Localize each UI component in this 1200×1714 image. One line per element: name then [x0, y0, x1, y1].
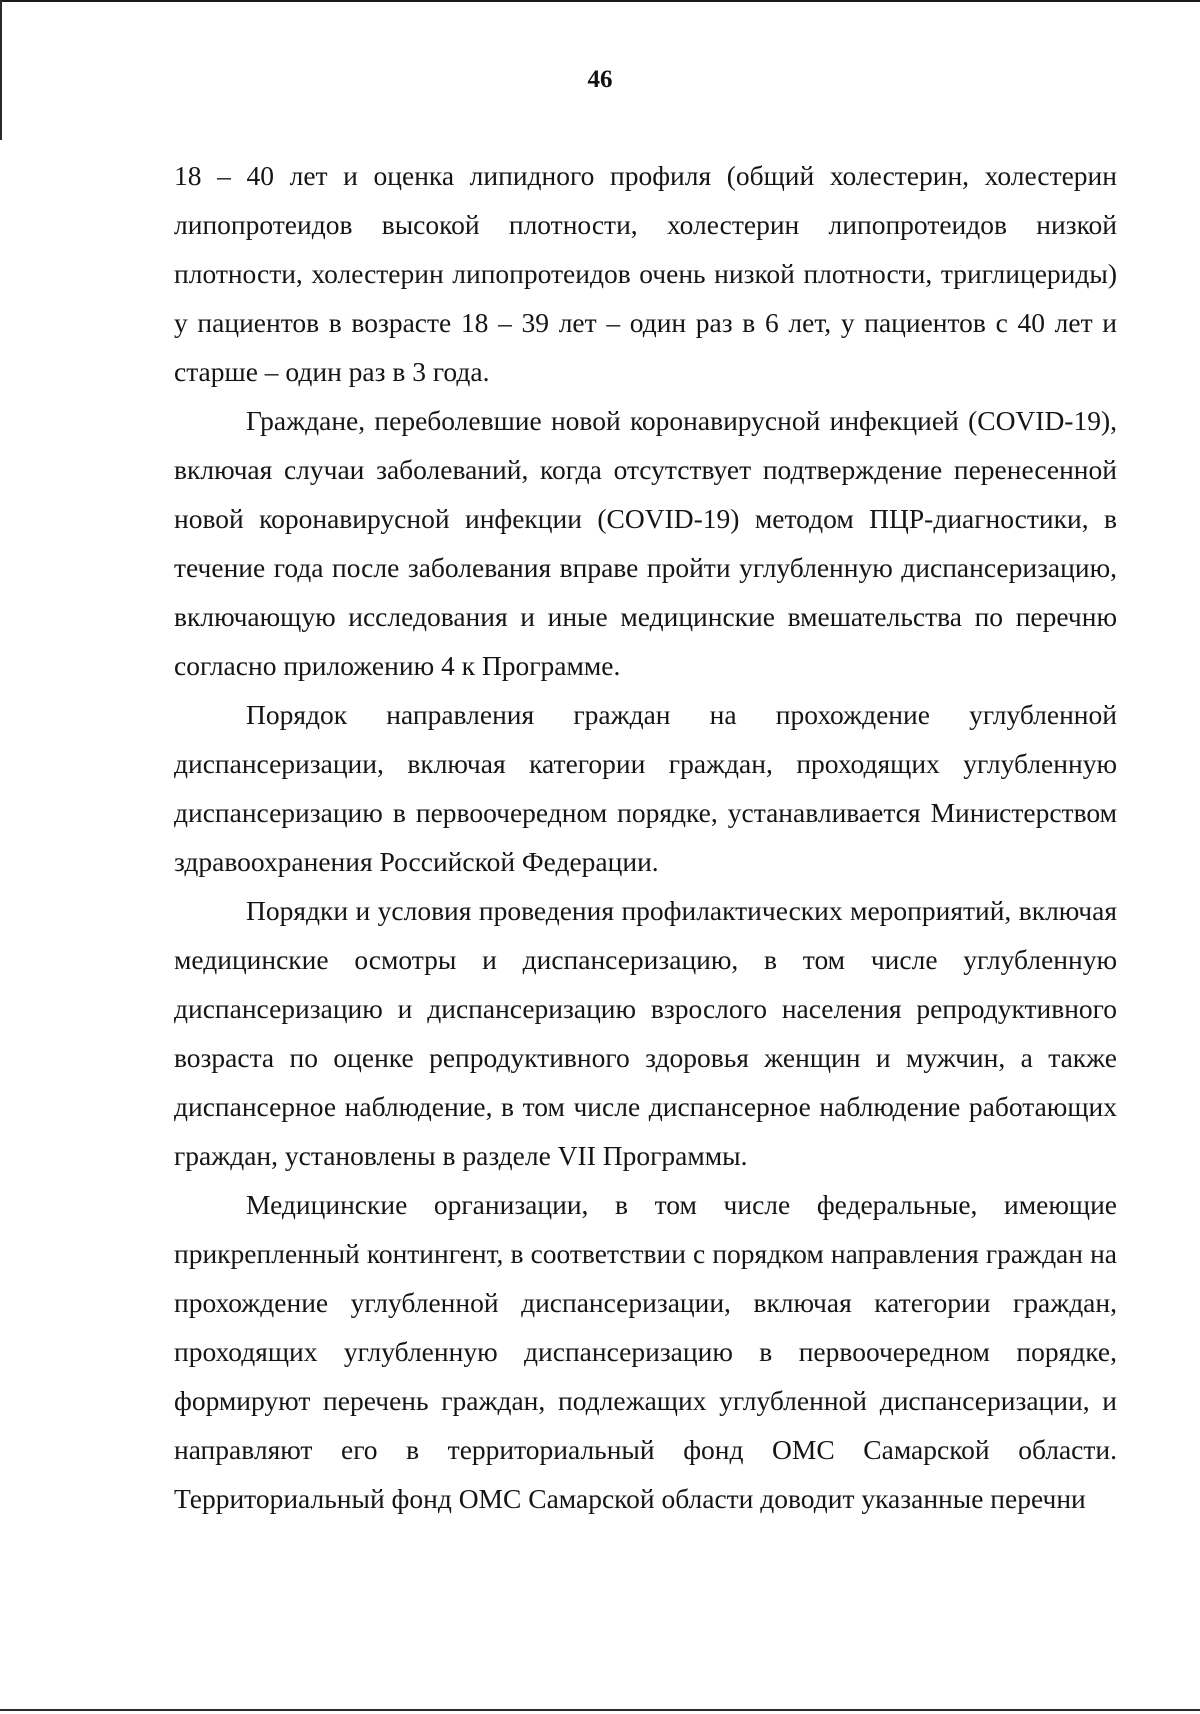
- scan-border-top: [0, 0, 1200, 2]
- paragraph-continuation: 18 – 40 лет и оценка липидного профиля (общий холестерин, холестерин липопротеидов высокой плотности, холестерин липопротеидов низкой плотности, холестерин липопротеидов очень низкой плотности, триглицериды) у пациентов в возрасте 18 – 39 лет – один раз в 6 лет, у пациентов с 40 лет и старше – один раз в 3 года.: [174, 160, 1117, 387]
- scan-border-bottom: [0, 1709, 1200, 1711]
- page-number: 46: [587, 66, 613, 93]
- paragraph-medical-organizations: Медицинские организации, в том числе федеральные, имеющие прикрепленный контингент, в соответствии с порядком направления граждан на прохождение углубленной диспансеризации, включая категории граждан, проходящих углубленную диспансеризацию в первоочередном порядке, формируют перечень граждан, подлежащих углубленной диспансеризации, и направляют его в территориальный фонд ОМС Самарской области. Территориальный фонд ОМС Самарской области доводит указанные перечни: [174, 1189, 1117, 1514]
- paragraph-covid-recovered: Граждане, переболевшие новой коронавирусной инфекцией (COVID-19), включая случаи заболеваний, когда отсутствует подтверждение перенесенной новой коронавирусной инфекции (COVID-19) методом ПЦР-диагностики, в течение года после заболевания вправе пройти углубленную диспансеризацию, включающую исследования и иные медицинские вмешательства по перечню согласно приложению 4 к Программе.: [174, 405, 1117, 681]
- paragraph-referral-order: Порядок направления граждан на прохождение углубленной диспансеризации, включая категории граждан, проходящих углубленную диспансеризацию в первоочередном порядке, устанавливается Министерством здравоохранения Российской Федерации.: [174, 699, 1117, 877]
- paragraph-preventive-measures: Порядки и условия проведения профилактических мероприятий, включая медицинские осмотры и диспансеризацию, в том числе углубленную диспансеризацию и диспансеризацию взрослого населения репродуктивного возраста по оценке репродуктивного здоровья женщин и мужчин, а также диспансерное наблюдение, в том числе диспансерное наблюдение работающих граждан, установлены в разделе VII Программы.: [174, 895, 1117, 1171]
- document-body: [174, 151, 1117, 1523]
